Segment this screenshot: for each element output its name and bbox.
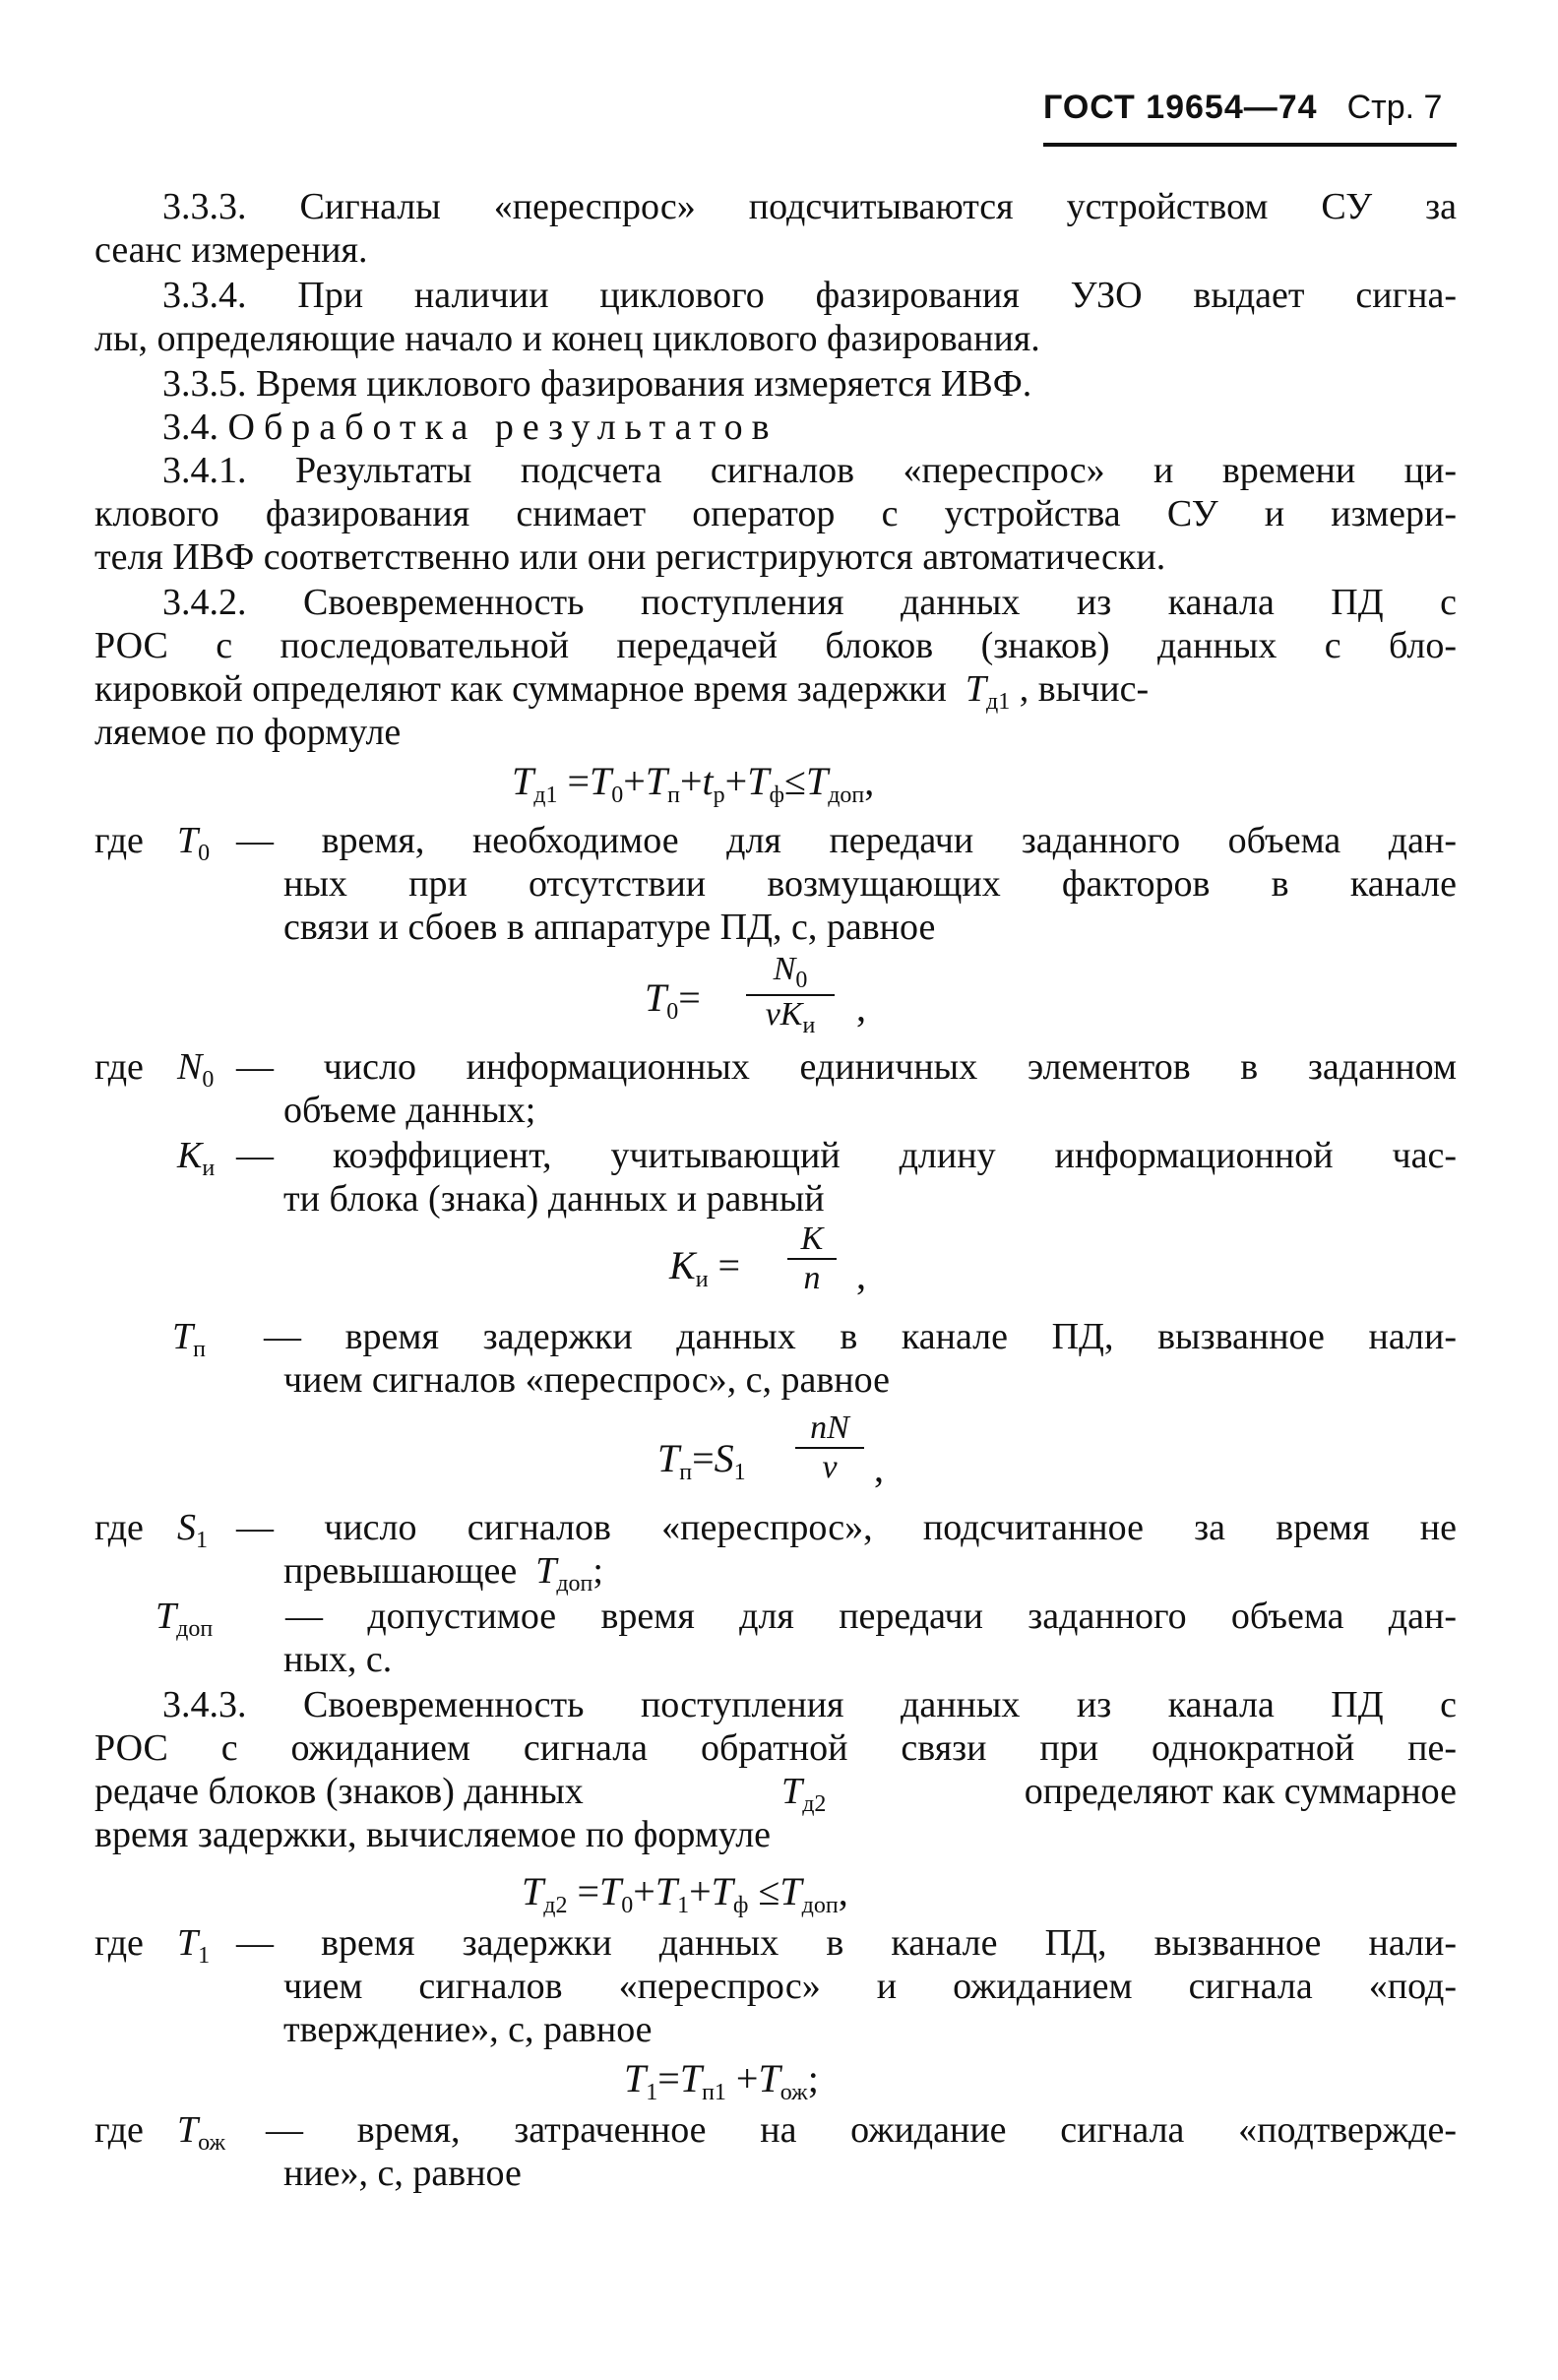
- fraction-n0-vki: $N_0$ $vK_и$: [746, 951, 835, 1039]
- section-heading: [162, 406, 779, 449]
- definition-line: ти блока (знака) данных и равный: [283, 1178, 825, 1220]
- inline-text: определяют как суммарное: [1024, 1771, 1457, 1812]
- where-word: где: [94, 820, 144, 861]
- page-header: [1043, 89, 1457, 127]
- definition-line: превышающее $T_{доп}$;: [283, 1550, 603, 1597]
- def-symbol-tp: $T_п$: [172, 1316, 206, 1362]
- definition-line: объеме данных;: [283, 1090, 536, 1131]
- where-word: где: [94, 2109, 144, 2151]
- paragraph-line: 3.4.1. Результаты подсчета сигналов «переспрос» и времени ци-: [162, 450, 1457, 491]
- paragraph-line: 3.4.3. Своевременность поступления данных из канала ПД с: [162, 1684, 1457, 1725]
- definition-line: ных, с.: [283, 1639, 393, 1680]
- def-symbol-s1: $S_1$: [177, 1507, 208, 1553]
- formula-ki: $K_и$ =: [669, 1243, 741, 1292]
- definition-line: чием сигналов «переспрос» и ожиданием сигнала «под-: [283, 1966, 1457, 2007]
- definition-line: ние», с, равное: [283, 2153, 522, 2194]
- definition-line: — число сигналов «переспрос», подсчитанное за время не: [236, 1507, 1457, 1548]
- def-symbol-n0: $N_0$: [177, 1046, 215, 1093]
- definition-line: — время задержки данных в канале ПД, вызванное нали-: [264, 1316, 1457, 1357]
- formula-t0: $T_0=$: [645, 975, 701, 1025]
- symbol-td2: $T_{д2}$: [781, 1771, 827, 1817]
- definition-line: чием сигналов «переспрос», с, равное: [283, 1359, 890, 1401]
- fraction-nn-v: $\frac{nN}{v}$: [795, 1409, 864, 1486]
- symbol-td1: $T_{д1}$: [956, 668, 1011, 715]
- paragraph-line: РОС с ожиданием сигнала обратной связи при однократной пе-: [94, 1727, 1457, 1769]
- def-symbol-t1: $T_1$: [177, 1922, 211, 1969]
- inline-text: редаче блоков (знаков) данных: [94, 1771, 584, 1812]
- formula-comma: ,: [856, 1253, 866, 1297]
- standard-number: ГОСТ 19654—74: [1043, 89, 1318, 126]
- inline-text: кировкой определяют как суммарное время задержки: [94, 668, 947, 710]
- definition-line: — время, необходимое для передачи заданного объема дан-: [236, 820, 1457, 861]
- inline-text: , вычис-: [1019, 668, 1150, 710]
- where-word: где: [94, 1046, 144, 1088]
- section-number: 3.4.: [162, 407, 218, 448]
- def-symbol-t0: $T_0$: [177, 820, 211, 866]
- header-rule: [1043, 143, 1457, 147]
- where-word: где: [94, 1507, 144, 1548]
- paragraph-line: 3.3.3. Сигналы «переспрос» подсчитываются устройством СУ за: [162, 186, 1457, 227]
- def-symbol-tdop: $T_{доп}$: [156, 1596, 214, 1642]
- fraction-k-n: $\frac{K}{n}$: [787, 1221, 837, 1297]
- paragraph-line: клового фазирования снимает оператор с устройства СУ и измери-: [94, 493, 1457, 534]
- formula-t1: $T_1=T_{п1} +T_{ож}$;: [624, 2056, 819, 2105]
- definition-line: — время, затраченное на ожидание сигнала «подтвержде-: [266, 2109, 1457, 2151]
- paragraph-line: сеанс измерения.: [94, 229, 368, 271]
- inline-text: превышающее: [283, 1550, 518, 1592]
- paragraph-line: теля ИВФ соответственно или они регистрируются автоматически.: [94, 536, 1166, 578]
- paragraph-line: лы, определяющие начало и конец циклового фазирования.: [94, 318, 1040, 359]
- paragraph-line: ляемое по формуле: [94, 712, 402, 753]
- paragraph-line: 3.3.4. При наличии циклового фазирования УЗО выдает сигна-: [162, 275, 1457, 316]
- paragraph-line: время задержки, вычисляемое по формуле: [94, 1814, 772, 1855]
- def-symbol-tozh: $T_{ож}$: [177, 2109, 226, 2156]
- definition-line: — допустимое время для передачи заданного объема дан-: [285, 1596, 1457, 1637]
- definition-line: — коэффициент, учитывающий длину информационной час-: [236, 1135, 1457, 1176]
- formula-td2: $T_{д2} =T_0+T_1+T_ф \le T_{доп}$,: [522, 1869, 848, 1918]
- formula-comma: ,: [856, 985, 866, 1030]
- definition-line: ных при отсутствии возмущающих факторов в канале: [283, 863, 1457, 905]
- definition-line: связи и сбоев в аппаратуре ПД, с, равное: [283, 907, 936, 948]
- formula-comma: ,: [874, 1446, 884, 1490]
- paragraph-line: 3.3.5. Время циклового фазирования измеряется ИВФ.: [162, 363, 1032, 405]
- formula-tp: $T_п=S_1$: [657, 1436, 746, 1485]
- paragraph-line: 3.4.2. Своевременность поступления данных из канала ПД с: [162, 582, 1457, 623]
- section-title: Обработка результатов: [227, 407, 779, 448]
- symbol-tdop: $T_{доп}$: [526, 1550, 593, 1597]
- formula-td1: $T_{д1} =T_0+T_п+t_р+T_ф\le T_{доп}$,: [512, 759, 875, 808]
- definition-line: тверждение», с, равное: [283, 2009, 653, 2050]
- where-word: где: [94, 1922, 144, 1964]
- definition-line: — число информационных единичных элементов в заданном: [236, 1046, 1457, 1088]
- definition-line: — время задержки данных в канале ПД, вызванное нали-: [236, 1922, 1457, 1964]
- page-number: Стр. 7: [1346, 89, 1443, 126]
- paragraph-line: РОС с последовательной передачей блоков (знаков) данных с бло-: [94, 625, 1457, 666]
- def-symbol-ki: $K_и$: [177, 1135, 216, 1181]
